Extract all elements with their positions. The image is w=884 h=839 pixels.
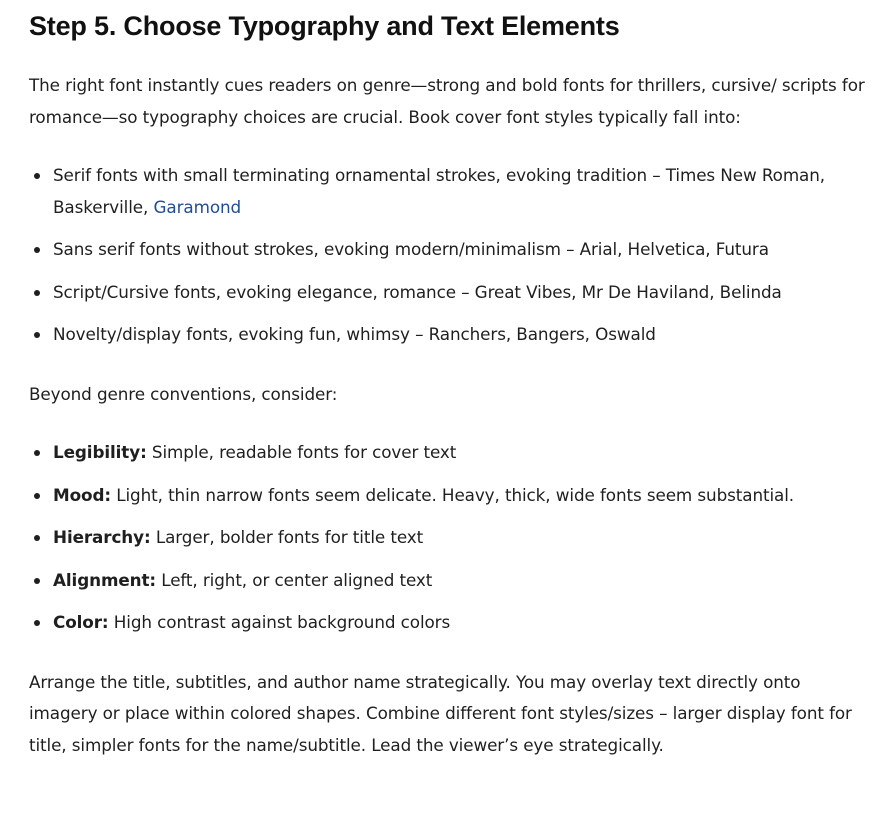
closing-paragraph: Arrange the title, subtitles, and author name strategically. You may overlay text directly onto imagery or place within colored shapes. Combine different font styles/sizes – larger display font for title, simpler fonts for the name/subtitle. Lead the viewer’s eye strategically. bbox=[29, 671, 852, 755]
term-label: Alignment: bbox=[53, 569, 156, 590]
list-item bbox=[53, 480, 874, 512]
garamond-link[interactable]: Garamond bbox=[153, 196, 242, 217]
list-item bbox=[53, 234, 874, 266]
intro-paragraph: The right font instantly cues readers on genre—strong and bold fonts for thrillers, cursive/ scripts for romance—so typography choices are crucial. Book cover font styles typically fall into: bbox=[29, 75, 865, 127]
term-description: Simple, readable fonts for cover text bbox=[146, 442, 457, 462]
list-item bbox=[53, 522, 874, 554]
term-label: Color: bbox=[53, 612, 109, 632]
considerations-list bbox=[29, 437, 874, 639]
font-styles-list bbox=[29, 160, 874, 351]
article-content bbox=[29, 0, 874, 761]
list-item-text: Script/Cursive fonts, evoking elegance, romance – Great Vibes, Mr De Haviland, Belinda bbox=[53, 281, 782, 302]
term-description: Left, right, or center aligned text bbox=[156, 569, 433, 590]
list-item bbox=[53, 607, 874, 639]
term-label: Mood: bbox=[53, 484, 111, 505]
term-label: Legibility: bbox=[53, 442, 147, 462]
section-heading: Step 5. Choose Typography and Text Elements bbox=[29, 11, 620, 41]
list-item-text: Serif fonts with small terminating ornamental strokes, evoking tradition – Times New Roman, Baskerville, bbox=[53, 165, 826, 217]
list-item bbox=[53, 160, 874, 223]
list-item bbox=[53, 319, 874, 351]
beyond-paragraph: Beyond genre conventions, consider: bbox=[29, 383, 338, 404]
list-item-text: Novelty/display fonts, evoking fun, whimsy – Ranchers, Bangers, Oswald bbox=[53, 324, 656, 344]
list-item-text: Sans serif fonts without strokes, evoking modern/minimalism – Arial, Helvetica, Futura bbox=[53, 239, 769, 259]
term-description: High contrast against background colors bbox=[108, 612, 451, 632]
term-description: Light, thin narrow fonts seem delicate. Heavy, thick, wide fonts seem substantial. bbox=[110, 484, 795, 505]
term-description: Larger, bolder fonts for title text bbox=[150, 527, 424, 547]
term-label: Hierarchy: bbox=[53, 527, 151, 547]
list-item bbox=[53, 277, 874, 309]
list-item bbox=[53, 565, 874, 597]
list-item bbox=[53, 437, 874, 469]
